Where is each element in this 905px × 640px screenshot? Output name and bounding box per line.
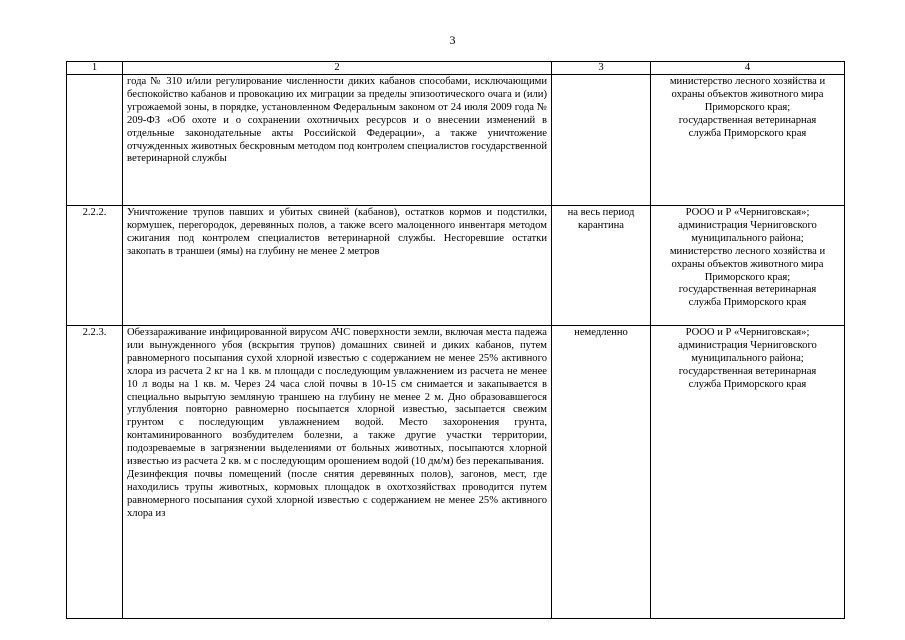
header-col-2: 2 [123, 62, 552, 75]
header-col-3: 3 [552, 62, 651, 75]
measure-text-cell [123, 326, 552, 619]
term-cell: на весь период карантина [552, 206, 651, 326]
header-col-4: 4 [651, 62, 845, 75]
table-header-row [67, 62, 845, 75]
page-number: 3 [449, 33, 456, 47]
responsible-cell: министерство лесного хозяйства и охраны объектов животного мира Приморского края; государственная ветеринарная служба Приморского края [651, 75, 845, 206]
term-cell: немедленно [552, 326, 651, 619]
measure-text: года № 310 и/или регулирование численности диких кабанов способами, исключающими беспокойство кабанов и провокацию их миграции за пределы эпизоотического очага и (или) угрожаемой зоны, в порядке, установленном Федеральным законом от 24 июля 2009 года № 209-ФЗ «Об охоте и о сохранении охотничьих ресурсов и о внесении изменений в отдельные законодательные акты Российской Федерации», а также уничтожение отчужденных животных бескровным методом под контролем специалистов государственной ветеринарной службы [123, 75, 552, 206]
table-row [67, 75, 845, 206]
term-cell [552, 75, 651, 206]
row-number: 2.2.2. [67, 206, 123, 326]
responsible-cell: РООО и Р «Черниговская»; администрация Черниговского муниципального района; министерство лесного хозяйства и охраны объектов животного мира Приморского края; государственная ветеринарная служба Приморского края [651, 206, 845, 326]
row-number: 2.2.3. [67, 326, 123, 619]
table-row [67, 206, 845, 326]
measures-table [66, 61, 845, 619]
responsible-cell: РООО и Р «Черниговская»; администрация Черниговского муниципального района; государственная ветеринарная служба Приморского края [651, 326, 845, 619]
measure-text: Обеззараживание инфицированной вирусом АЧС поверхности земли, включая места падежа или вынужденного убоя (вскрытия трупов) домашних свиней и диких кабанов, путем равномерного посыпания сухой хлорной известью с содержанием не менее 25% активного хлора из расчета 2 кг на 1 кв. м площади с последующим увлажнением из расчета не менее 10 л воды на 1 кв. м. Через 24 часа слой почвы в 10-15 см снимается и закапывается в специально вырытую земляную траншею на глубину не менее 2 м. Дно образовавшегося углубления повторно равномерно посыпается хлорной известью, засыпается свежим грунтом с последующим увлажнением водой. Место захоронения грунта, контаминированного возбудителем болезни, а также другие участки территории, подозреваемые в загрязнении выделениями от больных животных, посыпаются хлорной известью из расчета 2 кв. м с последующим орошением водой (10 дм/м) без перекапывания. [127, 327, 547, 468]
measure-text-continued: Дезинфекция почвы помещений (после снятия деревянных полов), загонов, мест, где находились трупы животных, кормовых площадок в охотхозяйствах проводится путем равномерного посыпания сухой хлорной известью с содержанием не менее 25% активного хлора из [127, 468, 547, 519]
row-number [67, 75, 123, 206]
table-row [67, 326, 845, 619]
header-col-1: 1 [67, 62, 123, 75]
measure-text: Уничтожение трупов павших и убитых свиней (кабанов), остатков кормов и подстилки, кормушек, перегородок, деревянных полов, а также всего малоценного инвентаря методом сжигания под контролем специалистов ветеринарной службы. Несгоревшие остатки закопать в траншеи (ямы) на глубину не менее 2 метров [123, 206, 552, 326]
